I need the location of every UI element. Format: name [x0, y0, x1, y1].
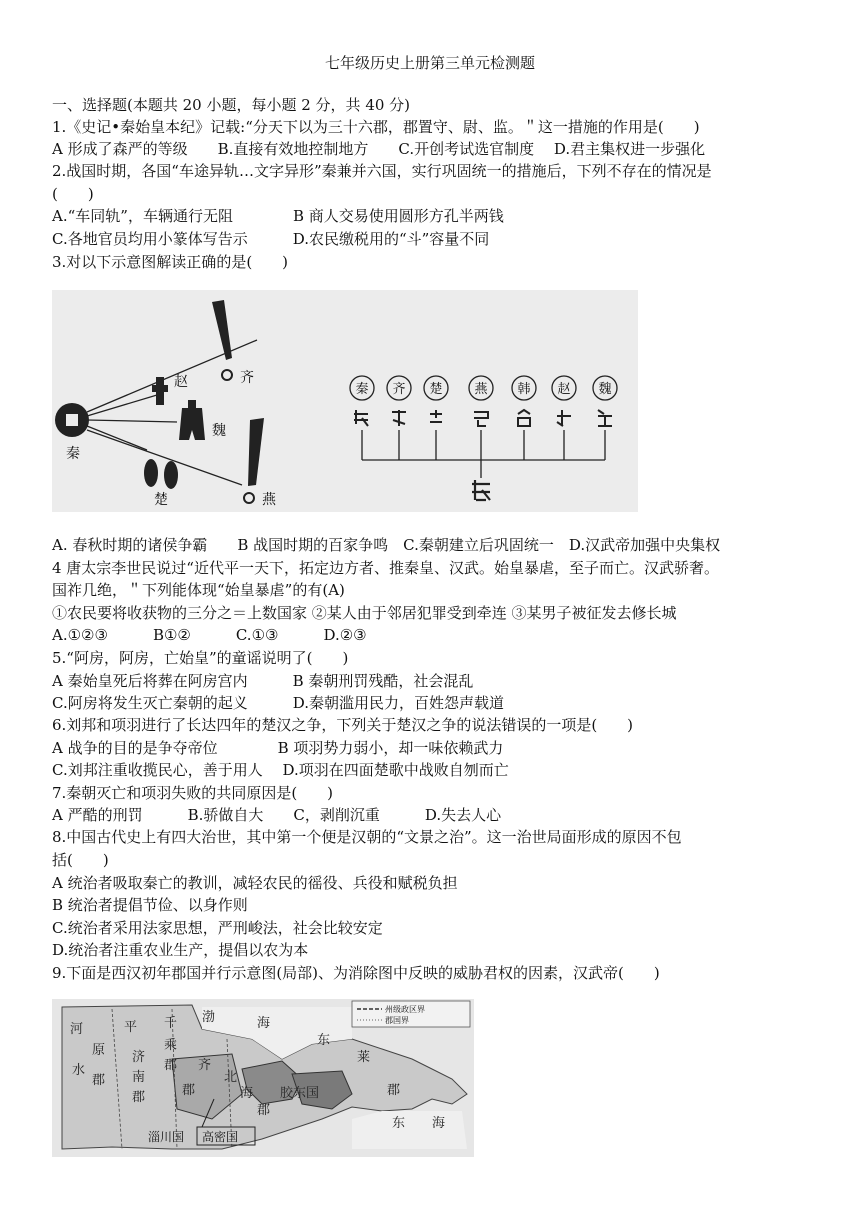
banliang-coin-icon [55, 403, 89, 437]
svg-text:原: 原 [92, 1043, 106, 1058]
q2-stem: 2.战国时期，各国“车途异轨…文字异形”秦兼并六国，实行巩固统一的措施后，下列不存在的情况是 [52, 162, 712, 180]
svg-text:河: 河 [70, 1022, 84, 1037]
qi-knife-coin-icon [212, 300, 232, 380]
wei-spade-coin-icon [179, 400, 205, 440]
state-chu: 楚 [429, 382, 443, 397]
q1-stem: 1.《史记•秦始皇本纪》记载:“分天下以为三十六郡，郡置守、尉、监。＂这一措施的作用是( ) [52, 118, 700, 136]
state-han: 韩 [517, 382, 531, 397]
svg-text:北: 北 [224, 1070, 238, 1085]
chu-coin-icon [144, 459, 178, 489]
svg-text:渤: 渤 [202, 1010, 216, 1025]
section-heading: 一、选择题(本题共 20 小题，每小题 2 分，共 40 分) [52, 96, 411, 114]
q8-option-b: B 统治者提倡节俭、以身作则 [52, 896, 248, 914]
q8-stem: 8.中国古代史上有四大治世，其中第一个便是汉朝的“文景之治”。这一治世局面形成的原因不包 [52, 828, 682, 846]
q6-options-cd: C.刘邦注重收揽民心，善于用人 D.项羽在四面楚歌中战败自刎而亡 [52, 761, 509, 779]
zhao-spade-coin-icon [152, 377, 168, 405]
state-zhao: 赵 [557, 382, 571, 397]
svg-text:千: 千 [164, 1016, 178, 1031]
han-commandery-map [52, 999, 474, 1157]
svg-text:郡: 郡 [132, 1090, 146, 1105]
state-yan: 燕 [474, 382, 488, 397]
svg-text:郡: 郡 [182, 1083, 196, 1098]
regional-script-glyphs [354, 410, 612, 426]
legend-commandery-border: 郡国界 [385, 1016, 409, 1025]
label-qi-left: 齐 [240, 370, 254, 386]
q5-stem: 5.“阿房，阿房，亡始皇”的童谣说明了( ) [52, 649, 349, 667]
label-wei-left: 魏 [212, 423, 226, 439]
q5-options-cd: C.阿房将发生灭亡秦朝的起义 D.秦朝滥用民力，百姓怨声载道 [52, 694, 504, 712]
legend-prefecture-border: 州级政区界 [385, 1005, 425, 1014]
q1-options: A 形成了森严的等级 B.直接有效地控制地方 C.开创考试选官制度 D.君主集权进一步强化 [52, 140, 706, 158]
q3-stem: 3.对以下示意图解读正确的是( ) [52, 253, 289, 271]
unified-xiaozhuan-glyph [472, 480, 490, 500]
svg-text:东: 东 [392, 1116, 406, 1131]
svg-text:海: 海 [257, 1016, 271, 1031]
label-qin-left: 秦 [66, 446, 80, 462]
q8-option-a: A 统治者吸取秦亡的教训，减轻农民的徭役、兵役和赋税负担 [52, 874, 458, 892]
q6-options-ab: A 战争的目的是争夺帝位 B 项羽势力弱小，却一味依赖武力 [52, 739, 504, 757]
q4-options: A.①②③ B①② C.①③ D.②③ [52, 626, 367, 644]
state-qin: 秦 [355, 382, 369, 397]
label-yan-left: 燕 [262, 492, 276, 508]
unification-diagram [52, 290, 638, 512]
q8-option-d: D.统治者注重农业生产，提倡以农为本 [52, 941, 309, 959]
svg-text:郡: 郡 [257, 1103, 271, 1118]
svg-text:南: 南 [132, 1070, 146, 1085]
q4-items: ①农民要将收获物的三分之＝上数国家 ②某人由于邻居犯罪受到牵连 ③某男子被征发去修长城 [52, 604, 677, 622]
q4-stem-cont: 国祚几绝，＂下列能体现“始皇暴虐”的有(A) [52, 581, 345, 599]
label-chu-left: 楚 [154, 492, 168, 508]
label-zichuan: 淄川国 [148, 1130, 185, 1144]
q6-stem: 6.刘邦和项羽进行了长达四年的楚汉之争，下列关于楚汉之争的说法错误的一项是( ) [52, 716, 634, 734]
q8-stem-cont: 括( ) [52, 851, 109, 869]
q7-stem: 7.秦朝灭亡和项羽失败的共同原因是( ) [52, 784, 334, 802]
svg-text:郡: 郡 [164, 1058, 178, 1073]
q3-options: A. 春秋时期的诸侯争霸 B 战国时期的百家争鸣 C.秦朝建立后巩固统一 D.汉武帝加强中央集权 [52, 536, 721, 554]
svg-text:东: 东 [317, 1033, 331, 1048]
q7-options: A 严酷的刑罚 B.骄做自大 C，剥削沉重 D.失去人心 [52, 806, 502, 824]
svg-text:平: 平 [124, 1020, 138, 1035]
q9-stem: 9.下面是西汉初年郡国并行示意图(局部)、为消除图中反映的威胁君权的因素，汉武帝( ) [52, 964, 660, 982]
label-gaomi: 高密国 [202, 1130, 239, 1144]
state-qi: 齐 [392, 382, 406, 397]
svg-text:郡: 郡 [387, 1083, 401, 1098]
svg-text:郡: 郡 [92, 1073, 106, 1088]
state-wei: 魏 [598, 382, 612, 397]
page-title: 七年级历史上册第三单元检测题 [324, 54, 535, 72]
svg-text:水: 水 [72, 1063, 86, 1078]
svg-text:莱: 莱 [357, 1050, 371, 1065]
q8-option-c: C.统治者采用法家思想，严刑峻法，社会比较安定 [52, 919, 383, 937]
svg-text:胶东国: 胶东国 [280, 1086, 320, 1101]
q2-stem-cont: ( ) [52, 185, 94, 203]
label-zhao-left: 赵 [174, 374, 188, 390]
q5-options-ab: A 秦始皇死后将葬在阿房宫内 B 秦朝刑罚残酷，社会混乱 [52, 672, 474, 690]
svg-text:海: 海 [432, 1116, 446, 1131]
svg-text:海: 海 [240, 1086, 254, 1101]
svg-text:乘: 乘 [164, 1038, 178, 1053]
yan-knife-coin-icon [244, 418, 264, 503]
q2-options-ab: A.“车同轨”，车辆通行无阻 B 商人交易使用圆形方孔半两钱 [52, 207, 504, 225]
q2-options-cd: C.各地官员均用小篆体写告示 D.农民缴税用的“斗”容量不同 [52, 230, 490, 248]
q4-stem: 4 唐太宗李世民说过“近代平一天下，拓定边方者、推秦皇、汉武。始皇暴虐，至子而亡。汉武骄奢。 [52, 559, 719, 577]
svg-text:齐: 齐 [198, 1058, 212, 1073]
svg-text:济: 济 [132, 1050, 146, 1065]
